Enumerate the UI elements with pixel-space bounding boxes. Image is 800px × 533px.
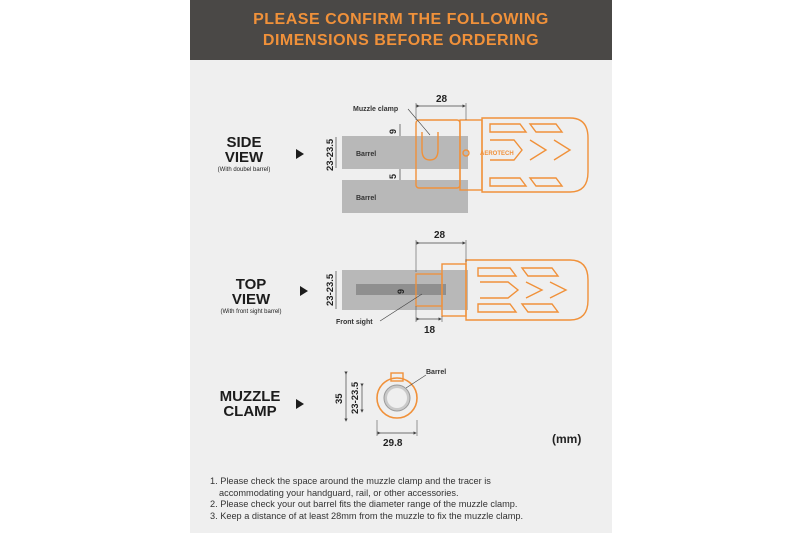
- top-bottom-dim: 18: [424, 325, 436, 336]
- muzzle-clamp-title-1: MUZZLE: [219, 388, 281, 405]
- spec-panel: [190, 0, 612, 533]
- side-view-drawing: [325, 94, 588, 213]
- banner-line-1: PLEASE CONFIRM THE FOLLOWING: [253, 11, 549, 28]
- top-view-drawing: [325, 230, 588, 336]
- side-top-gap-dim: 9: [388, 128, 398, 134]
- top-view-title-2: VIEW: [231, 291, 271, 308]
- side-length-dim: 28: [436, 94, 448, 105]
- side-barrel-label-2: Barrel: [356, 195, 377, 202]
- clamp-bore: [387, 388, 407, 408]
- note-2: 2. Please check your out barrel fits the diameter range of the muzzle clamp.: [210, 499, 518, 509]
- side-view-title-2: VIEW: [224, 149, 264, 166]
- note-1-continued: accommodating your handguard, rail, or other accessories.: [219, 487, 459, 498]
- side-diameter-dim: 23-23.5: [325, 138, 336, 171]
- clamp-barrel-label: Barrel: [426, 369, 447, 376]
- top-view-subtitle: (With front sight barrel): [220, 309, 282, 315]
- clamp-tab: [391, 373, 403, 381]
- banner-line-2: DIMENSIONS BEFORE ORDERING: [262, 32, 540, 49]
- clamp-diameter-dim: 23-23.5: [350, 381, 361, 414]
- top-front-sight-label: Front sight: [336, 319, 373, 326]
- muzzle-clamp-drawing: [334, 369, 446, 449]
- side-view-subtitle: (With doubel barrel): [217, 167, 271, 173]
- unit-label: (mm): [552, 432, 582, 446]
- note-3: 3. Keep a distance of at least 28mm from the muzzle to fix the muzzle clamp.: [210, 510, 524, 521]
- side-bottom-gap-dim: 5: [388, 173, 398, 179]
- top-gap-dim: 9: [396, 288, 406, 294]
- side-barrel-label-1: Barrel: [356, 151, 377, 158]
- top-view-title-1: TOP: [235, 276, 267, 293]
- side-brand-text: AEROTECH: [480, 151, 514, 157]
- clamp-height-dim: 35: [334, 393, 345, 404]
- side-view-title-1: SIDE: [226, 134, 262, 151]
- notes-list: [210, 476, 605, 522]
- note-1: 1. Please check the space around the muzzle clamp and the tracer is: [210, 476, 491, 486]
- clamp-width-dim: 29.8: [383, 438, 403, 449]
- side-muzzle-clamp-leader: [408, 109, 430, 135]
- muzzle-clamp-title-2: CLAMP: [223, 403, 277, 420]
- top-diameter-dim: 23-23.5: [325, 273, 336, 306]
- side-muzzle-clamp-label: Muzzle clamp: [353, 106, 399, 113]
- top-length-dim: 28: [434, 230, 446, 241]
- technical-drawing: [190, 0, 612, 533]
